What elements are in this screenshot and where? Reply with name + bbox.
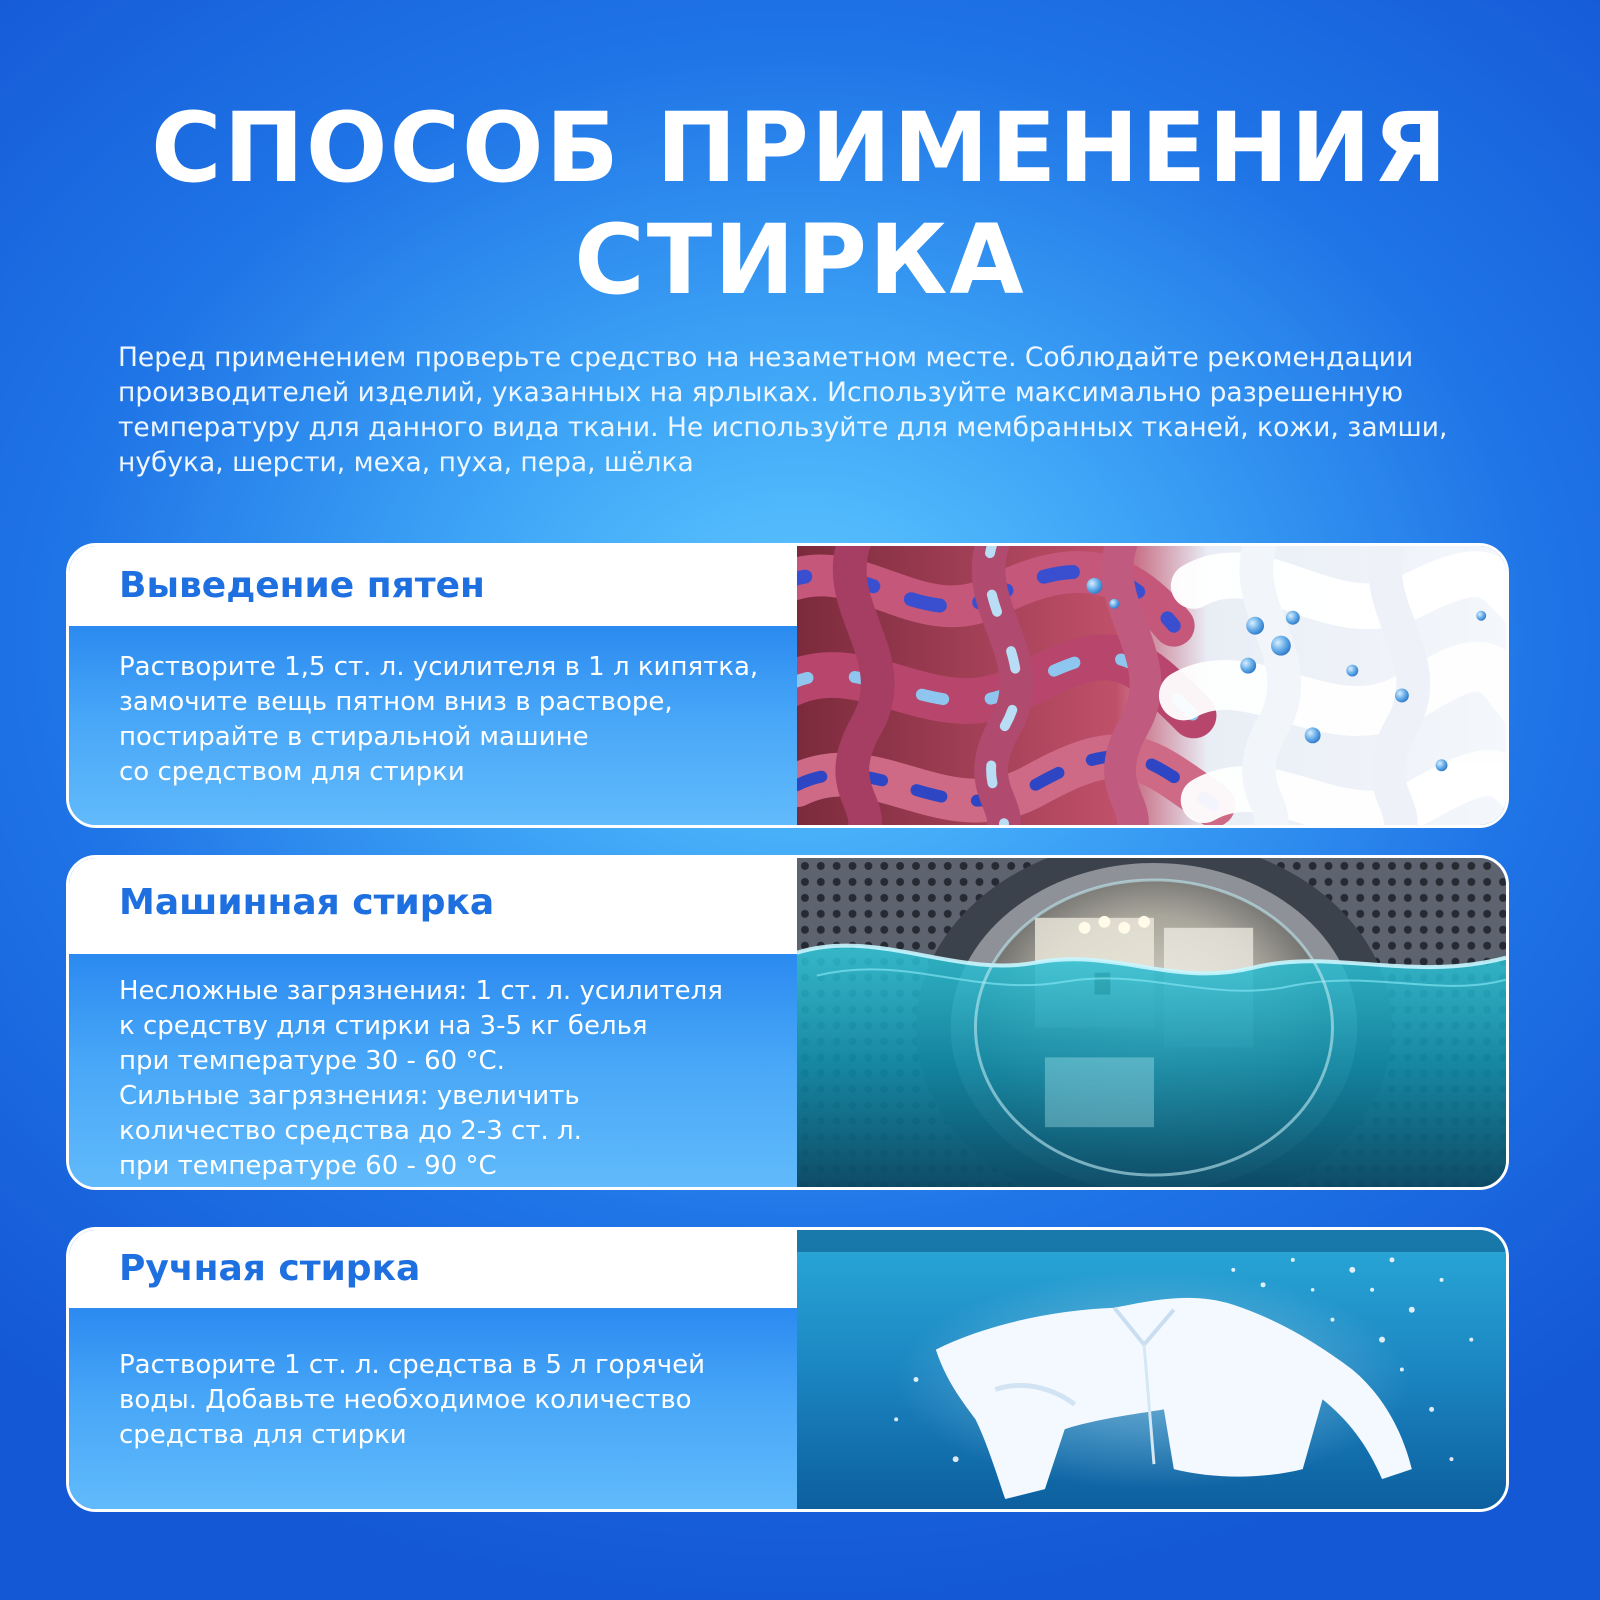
card-heading: Ручная стирка	[119, 1248, 421, 1289]
instruction-line: Сильные загрязнения: увеличить	[119, 1081, 580, 1111]
card-instructions	[119, 1348, 759, 1453]
instruction-line: воды. Добавьте необходимое количество	[119, 1385, 692, 1415]
page-title	[0, 92, 1600, 316]
instruction-line: при температуре 30 - 60 °С.	[119, 1046, 505, 1076]
instruction-line: постирайте в стиральной машине	[119, 722, 589, 752]
page-title-line-1: СПОСОБ ПРИМЕНЕНИЯ	[151, 92, 1449, 204]
page-title-line-2: СТИРКА	[574, 204, 1026, 316]
card-body	[69, 954, 797, 1187]
instruction-line: Несложные загрязнения: 1 ст. л. усилителя	[119, 976, 723, 1006]
card-instructions	[119, 650, 759, 790]
card-body	[69, 1308, 797, 1509]
card-text-panel	[69, 1230, 797, 1509]
instruction-line: Растворите 1 ст. л. средства в 5 л горячей	[119, 1350, 705, 1380]
instruction-line: замочите вещь пятном вниз в растворе,	[119, 687, 673, 717]
card-instructions	[119, 974, 759, 1184]
instruction-line: со средством для стирки	[119, 757, 465, 787]
card-header	[69, 1230, 797, 1308]
stained-fabric-photo	[797, 546, 1506, 825]
card-header	[69, 858, 797, 954]
instruction-line: количество средства до 2-3 ст. л.	[119, 1116, 582, 1146]
instruction-line: при температуре 60 - 90 °С	[119, 1151, 497, 1181]
card-stain-removal	[66, 543, 1509, 828]
intro-text: Перед применением проверьте средство на незаметном месте. Соблюдайте рекомендации производителей изделий, указанных на ярлыках. Используйте максимально разрешенную температуру для данного вида ткани. Не используйте для мембранных тканей, кожи, замши, нубука, шерсти, меха, пуха, пера, шёлка	[118, 342, 1448, 478]
card-body	[69, 626, 797, 825]
instruction-line: к средству для стирки на 3-5 кг белья	[119, 1011, 648, 1041]
card-text-panel	[69, 546, 797, 825]
instruction-line: средства для стирки	[119, 1420, 407, 1450]
shirt-in-water-photo	[797, 1230, 1506, 1509]
card-header	[69, 546, 797, 626]
card-text-panel	[69, 858, 797, 1187]
card-hand-wash	[66, 1227, 1509, 1512]
card-heading: Машинная стирка	[119, 882, 495, 923]
card-heading: Выведение пятен	[119, 565, 485, 606]
card-machine-wash	[66, 855, 1509, 1190]
washing-machine-drum-photo	[797, 858, 1506, 1187]
instruction-line: Растворите 1,5 ст. л. усилителя в 1 л кипятка,	[119, 652, 759, 682]
